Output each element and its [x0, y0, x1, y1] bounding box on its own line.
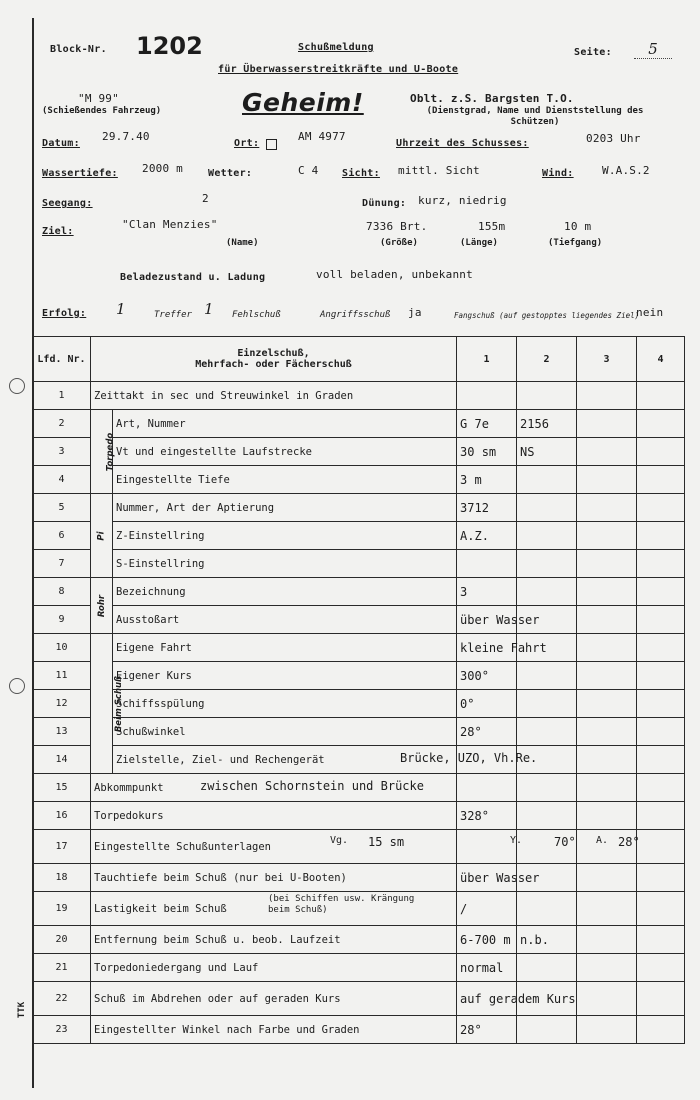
- cell-col-1: 3: [457, 578, 517, 606]
- cell-col-1: 3 m: [457, 466, 517, 494]
- fehl-value: 1: [204, 300, 214, 318]
- row-number: 12: [33, 690, 91, 718]
- cell-col-4: [637, 830, 685, 864]
- shot-table: [32, 336, 685, 1044]
- sicht-value: mittl. Sicht: [398, 164, 480, 177]
- row-label: Zielstelle, Ziel- und Rechengerät: [113, 746, 457, 774]
- row-label: Torpedokurs: [91, 802, 457, 830]
- cell-col-3: [577, 864, 637, 892]
- row-label: Bezeichnung: [113, 578, 457, 606]
- cell-col-3: [577, 954, 637, 982]
- cell-col-3: [577, 466, 637, 494]
- punch-hole: [9, 378, 25, 394]
- cell-col-4: [637, 438, 685, 466]
- cell-col-2: [517, 382, 577, 410]
- beladung-label: Beladezustand u. Ladung: [120, 272, 266, 283]
- row-label: Eingestellte Tiefe: [113, 466, 457, 494]
- table-row: [33, 634, 685, 662]
- row-number: 4: [33, 466, 91, 494]
- uhrzeit-value: 0203 Uhr: [586, 132, 641, 145]
- row-number: 13: [33, 718, 91, 746]
- cell-col-4: [637, 926, 685, 954]
- table-row: [33, 830, 685, 864]
- cell-col-2: [517, 662, 577, 690]
- beladung-value: voll beladen, unbekannt: [316, 268, 473, 281]
- cell-col-1: 6-700 m: [457, 926, 517, 954]
- angriff-label: Angriffsschuß: [320, 310, 391, 320]
- row-number: 1: [33, 382, 91, 410]
- table-row: [33, 718, 685, 746]
- table-row: [33, 494, 685, 522]
- cell-col-1: 30 sm: [457, 438, 517, 466]
- cell-col-1: 3712: [457, 494, 517, 522]
- cell-col-1: [457, 774, 517, 802]
- wind-value: W.A.S.2: [602, 164, 650, 177]
- group-label-rohr: [91, 578, 113, 634]
- cell-col-1: über Wasser: [457, 606, 517, 634]
- row-label: Lastigkeit beim Schuß: [91, 892, 457, 926]
- cell-col-4: [637, 634, 685, 662]
- row-label: Eigene Fahrt: [113, 634, 457, 662]
- cell-col-4: [637, 774, 685, 802]
- table-row: [33, 954, 685, 982]
- row-number: 18: [33, 864, 91, 892]
- cell-col-3: [577, 494, 637, 522]
- wetter-label: Wetter:: [208, 168, 253, 179]
- group-label-text: Rohr: [97, 594, 108, 617]
- cell-col-1: A.Z.: [457, 522, 517, 550]
- cell-col-4: [637, 494, 685, 522]
- cell-col-1: 28°: [457, 1016, 517, 1044]
- row-number: 9: [33, 606, 91, 634]
- col-nr-header: Lfd. Nr.: [33, 337, 91, 382]
- row-label: Eingestellter Winkel nach Farbe und Graden: [91, 1016, 457, 1044]
- cell-col-3: [577, 578, 637, 606]
- row-label: Entfernung beim Schuß u. beob. Laufzeit: [91, 926, 457, 954]
- cell-col-3: [577, 550, 637, 578]
- cell-col-1: G 7e: [457, 410, 517, 438]
- cell-col-2: [517, 522, 577, 550]
- row-label: Zeittakt in sec und Streuwinkel in Graden: [91, 382, 457, 410]
- vessel-value: "M 99": [78, 92, 119, 105]
- cell-col-2: 2156: [517, 410, 577, 438]
- group-label-text: Torpedo: [105, 432, 116, 471]
- row-number: 6: [33, 522, 91, 550]
- row19-note: (bei Schiffen usw. Krängung beim Schuß): [268, 893, 415, 915]
- row-number: 19: [33, 892, 91, 926]
- fangschuss-value: nein: [636, 306, 664, 319]
- cell-col-2: [517, 466, 577, 494]
- cell-col-2: NS: [517, 438, 577, 466]
- cell-col-3: [577, 774, 637, 802]
- cell-col-1: auf geradem Kurs: [457, 982, 517, 1016]
- cell-col-4: [637, 802, 685, 830]
- row-number: 10: [33, 634, 91, 662]
- row17-a: A.: [596, 834, 609, 846]
- table-row: [33, 466, 685, 494]
- cell-col-2: [517, 718, 577, 746]
- row-label: Torpedoniedergang und Lauf: [91, 954, 457, 982]
- ziel-laenge: 155m: [478, 220, 506, 233]
- cell-col-4: [637, 522, 685, 550]
- caption-name: (Name): [226, 238, 259, 248]
- col-4-header: 4: [637, 337, 685, 382]
- cell-col-4: [637, 954, 685, 982]
- caption-tiefgang: (Tiefgang): [548, 238, 603, 248]
- cell-col-1: [457, 382, 517, 410]
- ziel-name: "Clan Menzies": [122, 218, 218, 231]
- table-row: [33, 802, 685, 830]
- duenung-label: Dünung:: [362, 198, 407, 209]
- cell-col-1: normal: [457, 954, 517, 982]
- group-label-torpedo: [91, 410, 116, 494]
- table-row: [33, 1016, 685, 1044]
- group-label-text: Pi: [96, 530, 107, 541]
- datum-label: Datum:: [42, 138, 80, 149]
- table-row: [33, 550, 685, 578]
- cell-col-2: [517, 1016, 577, 1044]
- cell-col-1: 28°: [457, 718, 517, 746]
- row17-vg: Vg.: [330, 834, 349, 846]
- cell-col-4: [637, 578, 685, 606]
- treffer-value: 1: [116, 300, 126, 318]
- cell-col-4: [637, 410, 685, 438]
- row-number: 20: [33, 926, 91, 954]
- form-subtitle: für Überwasserstreitkräfte und U-Boote: [218, 64, 459, 75]
- margin-note: TTK: [17, 1001, 28, 1019]
- table-header: [33, 337, 685, 382]
- vessel-caption: (Schießendes Fahrzeug): [42, 106, 162, 116]
- table-row: [33, 382, 685, 410]
- cell-col-1: kleine Fahrt: [457, 634, 517, 662]
- cell-col-3: [577, 718, 637, 746]
- caption-laenge: (Länge): [460, 238, 498, 248]
- cell-col-4: [637, 690, 685, 718]
- row-number: 2: [33, 410, 91, 438]
- cell-col-4: [637, 746, 685, 774]
- cell-col-2: [517, 494, 577, 522]
- sicht-label: Sicht:: [342, 168, 380, 179]
- cell-col-1: /: [457, 892, 517, 926]
- secret-stamp: Geheim!: [242, 88, 364, 117]
- fangschuss-label: Fangschuß (auf gestopptes liegendes Ziel): [454, 311, 640, 320]
- form-title: Schußmeldung: [298, 42, 374, 53]
- datum-value: 29.7.40: [102, 130, 150, 143]
- cell-col-4: [637, 982, 685, 1016]
- row15-value: zwischen Schornstein und Brücke: [200, 778, 424, 793]
- table-row: [33, 746, 685, 774]
- cell-col-3: [577, 892, 637, 926]
- row-number: 3: [33, 438, 91, 466]
- row-label: Eingestellte Schußunterlagen: [91, 830, 457, 864]
- table-row: [33, 410, 685, 438]
- row-number: 8: [33, 578, 91, 606]
- cell-col-4: [637, 550, 685, 578]
- cell-col-4: [637, 892, 685, 926]
- cell-col-2: [517, 892, 577, 926]
- row14-value: Brücke, UZO, Vh.Re.: [400, 750, 538, 765]
- cell-col-2: [517, 802, 577, 830]
- cell-col-4: [637, 864, 685, 892]
- cell-col-2: [517, 578, 577, 606]
- cell-col-3: [577, 634, 637, 662]
- row-label: Tauchtiefe beim Schuß (nur bei U-Booten): [91, 864, 457, 892]
- cell-col-3: [577, 1016, 637, 1044]
- ziel-label: Ziel:: [42, 226, 74, 237]
- cell-col-1: [457, 550, 517, 578]
- col-1-header: 1: [457, 337, 517, 382]
- cell-col-1: [457, 830, 517, 864]
- table-row: [33, 606, 685, 634]
- col-desc-header: Einzelschuß, Mehrfach- oder Fächerschuß: [91, 337, 457, 382]
- ziel-groesse: 7336 Brt.: [366, 220, 428, 233]
- row-number: 21: [33, 954, 91, 982]
- table-row: [33, 662, 685, 690]
- cell-col-4: [637, 718, 685, 746]
- row-number: 14: [33, 746, 91, 774]
- row-label: Ausstoßart: [113, 606, 457, 634]
- row-number: 7: [33, 550, 91, 578]
- table-row: [33, 438, 685, 466]
- fehl-label: Fehlschuß: [232, 310, 281, 320]
- wassertiefe-label: Wassertiefe:: [42, 168, 118, 179]
- cell-col-2: [517, 550, 577, 578]
- row17-a-value: 28°: [618, 834, 640, 849]
- cell-col-3: [577, 690, 637, 718]
- cell-col-3: [577, 982, 637, 1016]
- row-number: 11: [33, 662, 91, 690]
- col-2-header: 2: [517, 337, 577, 382]
- cell-col-1: über Wasser: [457, 864, 517, 892]
- row-number: 23: [33, 1016, 91, 1044]
- cell-col-4: [637, 382, 685, 410]
- group-label-text: Beim Schuß: [114, 675, 125, 732]
- row-label: Schußwinkel: [113, 718, 457, 746]
- col-3-header: 3: [577, 337, 637, 382]
- row-label: Schiffsspülung: [113, 690, 457, 718]
- table-row: [33, 522, 685, 550]
- row-label: Schuß im Abdrehen oder auf geraden Kurs: [91, 982, 457, 1016]
- cell-col-3: [577, 746, 637, 774]
- row-number: 16: [33, 802, 91, 830]
- ort-label: Ort:: [234, 138, 260, 149]
- cell-col-3: [577, 438, 637, 466]
- wind-label: Wind:: [542, 168, 574, 179]
- uhrzeit-label: Uhrzeit des Schusses:: [396, 138, 529, 149]
- group-label-pi: [91, 494, 113, 578]
- ort-box: [266, 139, 277, 150]
- seite-label: Seite:: [574, 47, 612, 58]
- table-row: [33, 926, 685, 954]
- wassertiefe-value: 2000 m: [142, 162, 183, 175]
- row-number: 22: [33, 982, 91, 1016]
- row-label: Eigener Kurs: [113, 662, 457, 690]
- block-label: Block-Nr.: [50, 44, 107, 55]
- block-number: 1202: [136, 32, 203, 60]
- cell-col-4: [637, 662, 685, 690]
- treffer-label: Treffer: [154, 310, 192, 320]
- row-number: 5: [33, 494, 91, 522]
- wetter-value: C 4: [298, 164, 319, 177]
- cell-col-3: [577, 410, 637, 438]
- cell-col-3: [577, 606, 637, 634]
- seegang-value: 2: [202, 192, 209, 205]
- punch-hole: [9, 678, 25, 694]
- seite-value: 5: [634, 40, 672, 59]
- cell-col-2: [517, 774, 577, 802]
- row17-y-value: 70°: [554, 834, 576, 849]
- erfolg-label: Erfolg:: [42, 308, 87, 319]
- table-row: [33, 578, 685, 606]
- table-row: [33, 690, 685, 718]
- cell-col-2: [517, 954, 577, 982]
- ziel-tiefgang: 10 m: [564, 220, 592, 233]
- row-label: Nummer, Art der Aptierung: [113, 494, 457, 522]
- cell-col-3: [577, 522, 637, 550]
- cell-col-4: [637, 1016, 685, 1044]
- group-label-beim_schuss: [91, 634, 125, 774]
- row-number: 15: [33, 774, 91, 802]
- seegang-label: Seegang:: [42, 198, 93, 209]
- table-row: [33, 982, 685, 1016]
- cell-col-2: n.b.: [517, 926, 577, 954]
- shooter-value: Oblt. z.S. Bargsten T.O.: [410, 92, 574, 105]
- row-label: Vt und eingestellte Laufstrecke: [113, 438, 457, 466]
- caption-groesse: (Größe): [380, 238, 418, 248]
- shooter-caption: (Dienstgrad, Name und Dienststellung des Schützen): [426, 106, 644, 127]
- cell-col-1: 328°: [457, 802, 517, 830]
- row-label: Art, Nummer: [113, 410, 457, 438]
- row17-sm: 15 sm: [368, 834, 405, 849]
- row-number: 17: [33, 830, 91, 864]
- cell-col-4: [637, 606, 685, 634]
- duenung-value: kurz, niedrig: [418, 194, 507, 207]
- angriff-value: ja: [408, 306, 422, 319]
- cell-col-1: 300°: [457, 662, 517, 690]
- row17-y: Y.: [510, 834, 523, 846]
- cell-col-1: 0°: [457, 690, 517, 718]
- cell-col-4: [637, 466, 685, 494]
- table-row: [33, 864, 685, 892]
- row-label: S-Einstellring: [113, 550, 457, 578]
- cell-col-3: [577, 662, 637, 690]
- row-label: Abkommpunkt: [91, 774, 457, 802]
- ort-value: AM 4977: [298, 130, 346, 143]
- cell-col-2: [517, 690, 577, 718]
- row-label: Z-Einstellring: [113, 522, 457, 550]
- cell-col-3: [577, 802, 637, 830]
- cell-col-3: [577, 382, 637, 410]
- cell-col-3: [577, 926, 637, 954]
